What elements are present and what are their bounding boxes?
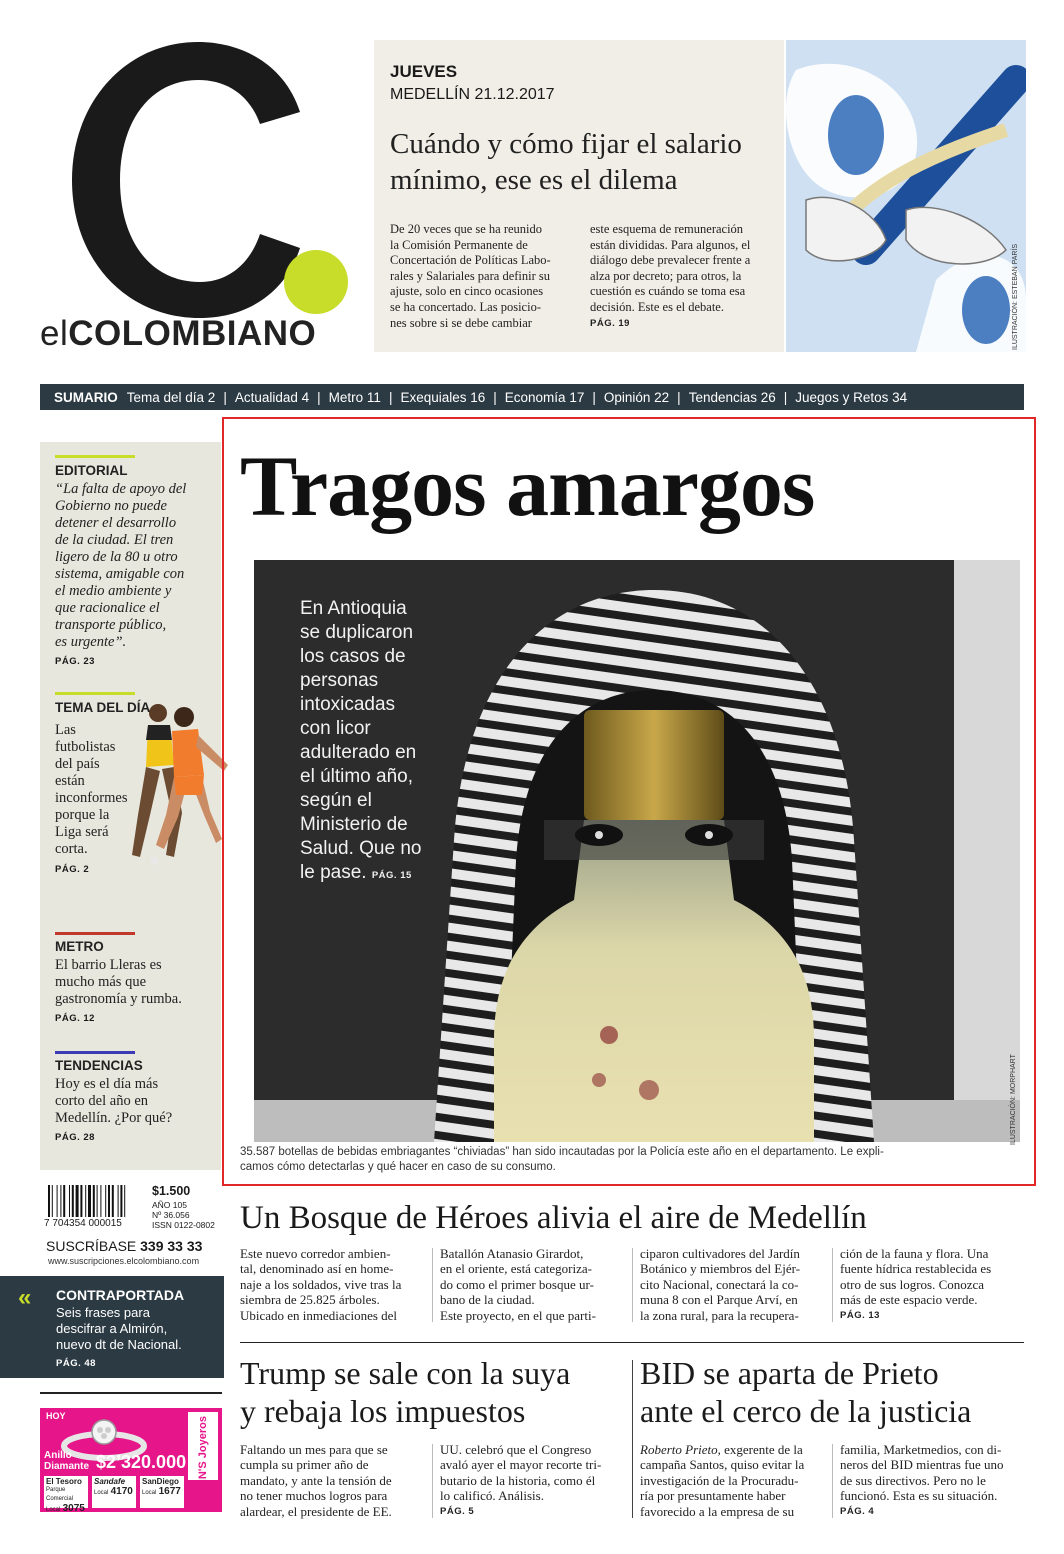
bosque-column-3: ciparon cultivadores del Jardín Botánico y miembros del Ejér- cito Nacional, conectará la co- muna 8 con el Parque Arví, en la zona rural, para la recupera- bbox=[640, 1246, 801, 1323]
barcode-bar bbox=[52, 1185, 53, 1217]
sumario-item[interactable]: Actualidad 4 bbox=[234, 389, 310, 405]
column-divider bbox=[632, 1248, 633, 1322]
barcode-bar bbox=[85, 1185, 86, 1217]
feature-column-1: De 20 veces que se ha reunido la Comisión Permanente de Concertación de Políticas Labo- rales y Salariales para definir su ajuste, solo en cinco ocasiones se ha concertado. Las posicio- nes sobre si se debe cambiar bbox=[390, 222, 551, 330]
logo-c-shape bbox=[72, 42, 300, 318]
column-divider bbox=[832, 1248, 833, 1322]
sumario-item[interactable]: Economía 17 bbox=[504, 389, 585, 405]
trump-headline[interactable]: Trump se sale con la suya y rebaja los impuestos bbox=[240, 1355, 571, 1429]
tendencias-label: TENDENCIAS bbox=[55, 1058, 143, 1073]
barcode-bar bbox=[100, 1185, 101, 1217]
barcode-bar bbox=[120, 1185, 122, 1217]
tendencias-rule bbox=[55, 1051, 135, 1054]
sumario-label: SUMARIO bbox=[54, 389, 118, 405]
chevron-left-icon: « bbox=[18, 1284, 32, 1311]
bosque-headline[interactable]: Un Bosque de Héroes alivia el aire de Medellín bbox=[240, 1200, 867, 1236]
editorial-label: EDITORIAL bbox=[55, 463, 128, 478]
barcode-bar bbox=[57, 1185, 58, 1217]
sumario-bar: SUMARIO Tema del día 2 | Actualidad 4 | Metro 11 | Exequiales 16 | Economía 17 | Opinión 22 | Tendencias 26 | Juegos y Retos 34 bbox=[40, 384, 1024, 410]
barcode-bar bbox=[80, 1185, 82, 1217]
bosque-column-1: Este nuevo corredor ambien- tal, denominado así en home- naje a los soldados, vive tras la siembra de 25.825 árboles. Ubicado en inmediaciones del bbox=[240, 1246, 402, 1323]
sumario-item[interactable]: Opinión 22 bbox=[603, 389, 670, 405]
sumario-item[interactable]: Juegos y Retos 34 bbox=[795, 389, 908, 405]
illustration-credit: ILUSTRACIÓN: ESTEBAN PARÍS bbox=[1012, 243, 1019, 350]
main-headline[interactable]: Tragos amargos bbox=[240, 438, 815, 534]
tema-page-ref[interactable]: PÁG. 2 bbox=[55, 864, 90, 875]
section-divider bbox=[240, 1342, 1024, 1343]
contraportada-text[interactable]: Seis frases para descifrar a Almirón, nuevo dt de Nacional. bbox=[56, 1305, 182, 1352]
subscribe-line[interactable]: SUSCRÍBASE 339 33 33 bbox=[46, 1238, 203, 1254]
bid-column-1: Roberto Prieto, exgerente de la campaña Santos, quiso evitar la investigación de la Procuradu- ría por presuntamente haber favorecido a la empresa de su bbox=[640, 1442, 805, 1519]
barcode-bar bbox=[97, 1185, 98, 1217]
barcode-bar bbox=[124, 1185, 125, 1217]
trump-column-1: Faltando un mes para que se cumpla su primer año de mandato, y ante la tensión de no tener muchos logros para alardear, el presidente de EE. bbox=[240, 1442, 392, 1519]
metro-label: METRO bbox=[55, 939, 104, 954]
sumario-item[interactable]: Metro 11 bbox=[328, 389, 381, 405]
issue-date: MEDELLÍN 21.12.2017 bbox=[390, 86, 555, 103]
trump-page-ref[interactable]: PÁG. 5 bbox=[440, 1505, 475, 1517]
sumario-item[interactable]: Tema del día 2 bbox=[126, 389, 216, 405]
issue-number: Nº 36.056 bbox=[152, 1210, 190, 1220]
bosque-column-2: Batallón Atanasio Girardot, en el oriente, está categoriza- do como el primer bosque ur- bano de la ciudad. Este proyecto, en el que parti- bbox=[440, 1246, 596, 1323]
bosque-column-4: ción de la fauna y flora. Una fuente hídrica restablecida es otro de sus logros. Conozca más de este espacio verde. PÁG. 13 bbox=[840, 1246, 1024, 1323]
barcode-bar bbox=[105, 1185, 106, 1217]
bosque-page-ref[interactable]: PÁG. 13 bbox=[840, 1309, 880, 1321]
masthead-logo bbox=[38, 20, 358, 330]
contraportada-label: CONTRAPORTADA bbox=[56, 1287, 185, 1303]
editorial-page-ref[interactable]: PÁG. 23 bbox=[55, 656, 95, 667]
main-story-overlay-text[interactable]: En Antioquia se duplicaron los casos de personas intoxicadas con licor adulterado en el último año, según el Ministerio de Salud. Que no le pase. PÁG. 15 bbox=[300, 598, 422, 883]
story-divider bbox=[632, 1360, 633, 1518]
feature-headline[interactable]: Cuándo y cómo fijar el salario mínimo, ese es el dilema bbox=[390, 128, 742, 196]
column-divider bbox=[432, 1248, 433, 1322]
masthead-name: elCOLOMBIANO bbox=[40, 314, 317, 353]
bid-column-2: familia, Marketmedios, con di- neros del BID mientras fue uno de sus directivos. Pero no le funcionó. Esta es su situación. PÁG. 4 bbox=[840, 1442, 1024, 1519]
barcode-bar bbox=[112, 1185, 114, 1217]
main-caption: 35.587 botellas de bebidas embriagantes “chiviadas” han sido incautadas por la Policía este año en el departamento. Le expli- camos cómo detectarlas y qué hacer en caso de su consumo. bbox=[240, 1146, 884, 1173]
sumario-item[interactable]: Tendencias 26 bbox=[688, 389, 776, 405]
tema-text[interactable]: Las futbolistas del país están inconformes porque la Liga será corta. bbox=[55, 722, 128, 857]
barcode-bar bbox=[93, 1185, 95, 1217]
bid-headline[interactable]: BID se aparta de Prieto ante el cerco de la justicia bbox=[640, 1355, 972, 1429]
ad-store: SanDiego Local 1677 bbox=[140, 1476, 184, 1508]
barcode-bar bbox=[88, 1185, 91, 1217]
barcode-bar bbox=[60, 1185, 61, 1217]
editorial-text[interactable]: “La falta de apoyo del Gobierno no puede detener el desarrollo de la ciudad. El tren ligero de la 80 u otro sistema, amigable con el medio ambiente y que racionalice el transporte público, es urgente”. bbox=[55, 481, 187, 650]
barcode-bar bbox=[108, 1185, 110, 1217]
metro-page-ref[interactable]: PÁG. 12 bbox=[55, 1013, 95, 1024]
metro-text[interactable]: El barrio Lleras es mucho más que gastronomía y rumba. bbox=[55, 957, 182, 1007]
ad-divider bbox=[40, 1392, 222, 1394]
editorial-rule bbox=[55, 455, 135, 458]
feature-column-2: este esquema de remuneración están divididas. Para algunos, el diálogo debe prevalecer frente a alza por decreto; para otros, la cuestión es cuándo se toma esa decisión. Este es el debate. PÁG. 19 bbox=[590, 222, 776, 331]
issue-year: AÑO 105 bbox=[152, 1200, 187, 1210]
trump-column-2: UU. celebró que el Congreso avaló ayer el mayor recorte tri- butario de la historia, como él lo calificó. Análisis. PÁG. 5 bbox=[440, 1442, 624, 1519]
tema-label: TEMA DEL DÍA bbox=[55, 700, 151, 715]
barcode-bar bbox=[48, 1185, 50, 1217]
barcode-bar bbox=[69, 1185, 70, 1217]
ad-store: Sandafe Local 4170 bbox=[92, 1476, 136, 1508]
main-illustration-credit: ILUSTRACIÓN: MORPHART bbox=[1010, 1054, 1017, 1145]
tendencias-page-ref[interactable]: PÁG. 28 bbox=[55, 1132, 95, 1143]
ad-product: Anillo Diamante bbox=[44, 1450, 90, 1472]
ad-store: El Tesoro Parque Comercial Local 3075 bbox=[44, 1476, 88, 1508]
contraportada-page-ref[interactable]: PÁG. 48 bbox=[56, 1358, 96, 1369]
bid-page-ref[interactable]: PÁG. 4 bbox=[840, 1505, 875, 1517]
sumario-item[interactable]: Exequiales 16 bbox=[400, 389, 486, 405]
tendencias-text[interactable]: Hoy es el día más corto del año en Medellín. ¿Por qué? bbox=[55, 1076, 173, 1126]
percent-sign-hands-illustration bbox=[786, 40, 1026, 352]
issue-price: $1.500 bbox=[152, 1184, 191, 1198]
logo-dot bbox=[284, 250, 348, 314]
issue-issn: ISSN 0122-0802 bbox=[152, 1220, 215, 1230]
barcode-bar bbox=[118, 1185, 119, 1217]
ad-price: $2’320.000 bbox=[96, 1452, 187, 1472]
ad-hoy: HOY bbox=[46, 1411, 66, 1421]
barcode-number: 7 704354 000015 bbox=[44, 1218, 122, 1229]
barcode-bar bbox=[72, 1185, 74, 1217]
barcode-bar bbox=[76, 1185, 79, 1217]
jewelry-ad[interactable] bbox=[40, 1408, 222, 1512]
kevins-logo: KEVIN'S Joyeros bbox=[186, 1410, 220, 1482]
main-story-page-ref[interactable]: PÁG. 15 bbox=[371, 870, 412, 881]
barcode-bar bbox=[63, 1185, 65, 1217]
subscribe-url[interactable]: www.suscripciones.elcolombiano.com bbox=[48, 1256, 200, 1266]
feature-page-ref[interactable]: PÁG. 19 bbox=[590, 317, 630, 329]
column-divider bbox=[432, 1444, 433, 1518]
issue-day: JUEVES bbox=[390, 62, 458, 81]
column-divider bbox=[832, 1444, 833, 1518]
metro-rule bbox=[55, 932, 135, 935]
